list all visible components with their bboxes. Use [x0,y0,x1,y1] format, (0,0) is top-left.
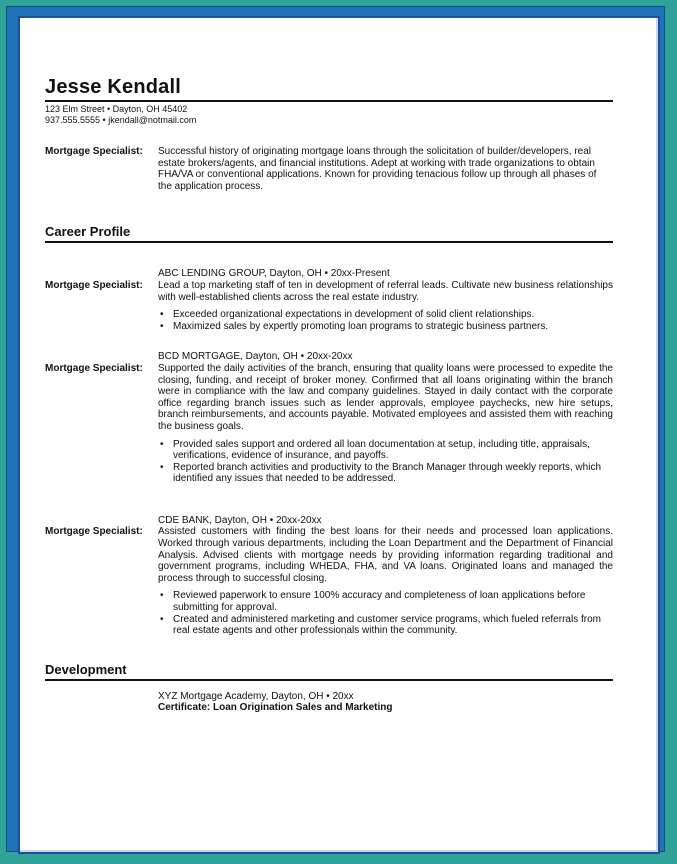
development-section [45,662,613,714]
job-description: Supported the daily activities of the branch, ensuring that quality loans were processed to expedite the closing, funding, and receipt of broker money. Confirmed that all loans originating within the branch were in compliance with the law and company guidelines. Stayed in daily contact with the corporate office regarding branch issues such as lender approvals, employee paychecks, new hire setups, branch reimbursements, and accounts payable. Motivated employees and assisted them with reaching the business goals. [158,362,613,432]
job-label: Mortgage Specialist: [45,362,143,374]
job-bullets [158,439,613,485]
contact-phone-email: 937.555.5555 • jkendall@notmail.com [45,115,197,125]
job-label: Mortgage Specialist: [45,279,143,291]
job-company: BCD MORTGAGE, Dayton, OH • 20xx-20xx [158,351,353,363]
header-divider [45,100,613,102]
summary-text: Successful history of originating mortgage loans through the solicitation of builder/developers, real estate brokers/agents, and financial institutions. Adept at working with trade organizations to obtain FHA/VA or conventional applications. Known for providing tenacious follow up through all phases of the application process. [158,146,597,192]
development-school: XYZ Mortgage Academy, Dayton, OH • 20xx [158,690,354,702]
section-title-career-profile: Career Profile [45,224,131,240]
job-description: Assisted customers with finding the best loans for their needs and processed loan applications. Worked through various departments, including the Loan Department and the Department of Financial Analysis. Advised clients with mortgage needs by providing information regarding traditional and government programs, including WHEDA, FHA, and VA loans. Originated loans and managed the process through to successful closing. [158,526,613,584]
job-bullets [158,590,613,636]
candidate-name: Jesse Kendall [45,76,182,98]
job-bullet: • Reported branch activities and productivity to the Branch Manager through weekly reports, which identified any issues that needed to be addressed. [158,462,613,485]
job-bullet: • Exceeded organizational expectations in development of solid client relationships. [158,309,613,321]
job-bullets [158,309,613,332]
job-bullet: • Reviewed paperwork to ensure 100% accuracy and completeness of loan applications before submitting for approval. [158,590,613,613]
job-bullet: • Maximized sales by expertly promoting loan programs to strategic business partners. [158,321,613,333]
contact-address: 123 Elm Street • Dayton, OH 45402 [45,104,188,114]
job-bullet: • Created and administered marketing and customer service programs, which fueled referrals from real estate agents and other professionals within the community. [158,614,613,637]
development-certificate: Certificate: Loan Origination Sales and Marketing [158,702,393,714]
job-company: ABC LENDING GROUP, Dayton, OH • 20xx-Present [158,268,390,280]
summary-label: Mortgage Specialist: [45,146,143,157]
section-title-development: Development [45,661,127,677]
job-bullet: • Provided sales support and ordered all loan documentation at setup, including title, appraisals, verifications, evidence of insurance, and payoffs. [158,439,613,462]
career-profile-section [45,224,613,636]
resume-content [45,76,613,714]
section-divider [45,241,613,243]
section-divider [45,679,613,681]
job-entry [45,268,613,332]
summary-block [45,146,613,192]
resume-header [45,76,613,126]
job-company: CDE BANK, Dayton, OH • 20xx-20xx [158,514,322,526]
job-entry [45,515,613,637]
job-label: Mortgage Specialist: [45,526,143,538]
job-entry [45,351,613,485]
job-description: Lead a top marketing staff of ten in development of referral leads. Cultivate new business relationships with well-established clients across the real estate industry. [158,279,613,303]
